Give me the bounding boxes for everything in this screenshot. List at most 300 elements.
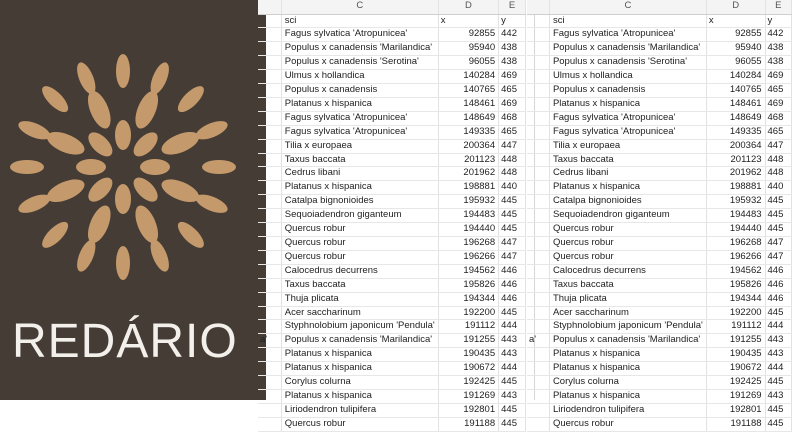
cell-sci[interactable]: Fagus sylvatica 'Atropunicea' [281, 28, 438, 42]
table-row [527, 153, 792, 167]
cell-sci[interactable]: Platanus x hispanica [549, 362, 706, 376]
cell-sci[interactable]: Catalpa bignonioides [549, 195, 706, 209]
cell-sci[interactable]: Taxus baccata [549, 278, 706, 292]
cell-x[interactable]: 195932 [438, 195, 498, 209]
cell-x[interactable]: 201962 [706, 167, 765, 181]
cell-sci[interactable]: Populus x canadensis 'Marilandica' [549, 334, 706, 348]
cell-y[interactable]: 438 [499, 56, 526, 70]
cell-sci[interactable]: Cedrus libani [281, 167, 438, 181]
header-cell-sci[interactable]: sci [281, 14, 438, 28]
cell-sci[interactable]: Quercus robur [281, 250, 438, 264]
cell-sci[interactable]: Platanus x hispanica [281, 389, 438, 403]
column-letter-e[interactable]: E [499, 0, 526, 14]
cell-x[interactable]: 195826 [706, 278, 765, 292]
cell-y[interactable]: 445 [765, 403, 791, 417]
cell-b[interactable] [527, 264, 549, 278]
cell-sci[interactable]: Platanus x hispanica [549, 181, 706, 195]
logo-petal [44, 127, 88, 159]
logo-petal [115, 120, 131, 150]
cell-y[interactable]: 447 [499, 139, 526, 153]
logo-petal [16, 191, 53, 217]
header-row [258, 14, 526, 28]
logo-petal [83, 202, 115, 246]
cell-y[interactable]: 469 [765, 70, 791, 84]
cell-y[interactable]: 446 [765, 278, 791, 292]
table-row [527, 70, 792, 84]
cell-x[interactable]: 194440 [706, 223, 765, 237]
table-row [527, 223, 792, 237]
cell-sci[interactable]: Fagus sylvatica 'Atropunicea' [549, 111, 706, 125]
cell-b[interactable] [258, 195, 281, 209]
cell-x[interactable]: 190672 [706, 362, 765, 376]
cell-x[interactable]: 95940 [706, 42, 765, 56]
cell-y[interactable]: 468 [499, 111, 526, 125]
cell-y[interactable]: 445 [765, 417, 791, 431]
cell-sci[interactable]: Fagus sylvatica 'Atropunicea' [281, 125, 438, 139]
cell-sci[interactable]: Styphnolobium japonicum 'Pendula' [281, 320, 438, 334]
table-row [527, 125, 792, 139]
cell-y[interactable]: 445 [765, 306, 791, 320]
cell-y[interactable]: 444 [765, 320, 791, 334]
table-row [527, 292, 792, 306]
cell-sci[interactable]: Platanus x hispanica [549, 97, 706, 111]
cell-b[interactable] [258, 153, 281, 167]
cell-y[interactable]: 445 [765, 223, 791, 237]
table-row [258, 125, 526, 139]
brand-name: REDÁRIO [12, 315, 238, 368]
table-row [258, 139, 526, 153]
cell-y[interactable]: 448 [499, 153, 526, 167]
table-row [258, 223, 526, 237]
table-row [258, 334, 526, 348]
table-row [527, 167, 792, 181]
cell-sci[interactable]: Platanus x hispanica [281, 97, 438, 111]
cell-x[interactable]: 191255 [706, 334, 765, 348]
cell-sci[interactable]: Quercus robur [281, 223, 438, 237]
cell-sci[interactable]: Quercus robur [549, 250, 706, 264]
logo-petal [116, 246, 130, 280]
column-letter-c[interactable]: C [281, 0, 438, 14]
cell-x[interactable]: 148461 [438, 97, 498, 111]
cell-sci[interactable]: Platanus x hispanica [281, 362, 438, 376]
cell-y[interactable]: 445 [499, 376, 526, 390]
cell-b[interactable] [258, 389, 281, 403]
cell-y[interactable]: 445 [499, 306, 526, 320]
header-row [527, 14, 792, 28]
cell-b[interactable] [258, 278, 281, 292]
cell-y[interactable]: 446 [499, 292, 526, 306]
cell-sci[interactable]: Taxus baccata [549, 153, 706, 167]
logo-petal [10, 160, 44, 174]
cell-x[interactable]: 192801 [438, 403, 498, 417]
logo-petal [147, 60, 173, 97]
cell-y[interactable]: 440 [765, 181, 791, 195]
cell-y[interactable]: 443 [499, 389, 526, 403]
cell-b[interactable] [527, 292, 549, 306]
cell-sci[interactable]: Quercus robur [281, 237, 438, 251]
column-letter-d[interactable]: D [438, 0, 498, 14]
cell-x[interactable]: 140765 [706, 84, 765, 98]
table-row [258, 84, 526, 98]
cell-y[interactable]: 440 [499, 181, 526, 195]
cell-b[interactable] [258, 111, 281, 125]
cell-x[interactable]: 191188 [706, 417, 765, 431]
cell-sci[interactable]: Ulmus x hollandica [549, 70, 706, 84]
cell-sci[interactable]: Liriodendron tulipifera [549, 403, 706, 417]
cell-x[interactable]: 192801 [706, 403, 765, 417]
data-table [258, 0, 526, 432]
cell-sci[interactable]: Taxus baccata [281, 278, 438, 292]
cell-b[interactable] [258, 125, 281, 139]
cell-b[interactable] [258, 181, 281, 195]
cell-x[interactable]: 194562 [438, 264, 498, 278]
table-row [258, 209, 526, 223]
logo-petal [202, 160, 236, 174]
cell-y[interactable]: 443 [499, 348, 526, 362]
cell-sci[interactable]: Populus x canadensis 'Marilandica' [281, 334, 438, 348]
cell-b[interactable] [527, 306, 549, 320]
cell-y[interactable]: 448 [765, 167, 791, 181]
cell-b[interactable] [527, 223, 549, 237]
cell-y[interactable]: 444 [499, 362, 526, 376]
cell-b[interactable] [527, 84, 549, 98]
cell-b[interactable] [527, 139, 549, 153]
cell-b[interactable] [527, 362, 549, 376]
cell-y[interactable]: 443 [765, 334, 791, 348]
cell-x[interactable]: 192200 [706, 306, 765, 320]
cell-x[interactable]: 195932 [706, 195, 765, 209]
table-row [258, 320, 526, 334]
logo-petal [44, 175, 88, 207]
cell-y[interactable]: 445 [499, 223, 526, 237]
cell-y[interactable]: 465 [765, 125, 791, 139]
cell-b[interactable] [258, 70, 281, 84]
cell-b[interactable] [527, 278, 549, 292]
cell-x[interactable]: 192425 [438, 376, 498, 390]
cell-x[interactable]: 194483 [706, 209, 765, 223]
cell-y[interactable]: 469 [765, 97, 791, 111]
cell-y[interactable]: 442 [765, 28, 791, 42]
cell-sci[interactable]: Populus x canadensis [281, 84, 438, 98]
table-row [258, 292, 526, 306]
cell-b[interactable] [527, 97, 549, 111]
cell-x[interactable]: 194440 [438, 223, 498, 237]
cell-sci[interactable]: Cedrus libani [549, 167, 706, 181]
logo-petal [115, 184, 131, 214]
header-cell-x[interactable]: x [438, 14, 498, 28]
cell-y[interactable]: 445 [499, 403, 526, 417]
cell-x[interactable]: 196266 [706, 250, 765, 264]
cell-x[interactable]: 149335 [706, 125, 765, 139]
table-row [527, 278, 792, 292]
cell-x[interactable]: 200364 [438, 139, 498, 153]
cell-y[interactable]: 447 [499, 237, 526, 251]
cell-b[interactable] [527, 417, 549, 431]
cell-y[interactable]: 445 [499, 195, 526, 209]
cell-b[interactable] [527, 237, 549, 251]
cell-sci[interactable]: Populus x canadensis [549, 84, 706, 98]
cell-x[interactable]: 198881 [706, 181, 765, 195]
table-row [527, 97, 792, 111]
table-row [527, 334, 792, 348]
cell-sci[interactable]: Platanus x hispanica [549, 348, 706, 362]
cell-b[interactable] [258, 28, 281, 42]
cell-sci[interactable]: Thuja plicata [549, 292, 706, 306]
cell-sci[interactable]: Sequoiadendron giganteum [281, 209, 438, 223]
table-row [527, 250, 792, 264]
cell-sci[interactable]: Quercus robur [549, 223, 706, 237]
header-cell-y[interactable]: y [499, 14, 526, 28]
cell-sci[interactable]: Fagus sylvatica 'Atropunicea' [549, 125, 706, 139]
logo-petal [174, 82, 208, 116]
cell-y[interactable]: 442 [499, 28, 526, 42]
cell-x[interactable]: 201962 [438, 167, 498, 181]
cell-sci[interactable]: Quercus robur [549, 417, 706, 431]
logo-petal [158, 127, 202, 159]
cell-sci[interactable]: Calocedrus decurrens [281, 264, 438, 278]
cell-x[interactable]: 201123 [438, 153, 498, 167]
column-letter-b[interactable] [258, 0, 281, 14]
cell-x[interactable]: 148461 [706, 97, 765, 111]
header-cell-x[interactable]: x [706, 14, 765, 28]
cell-y[interactable]: 444 [499, 320, 526, 334]
cell-x[interactable]: 192200 [438, 306, 498, 320]
table-row [527, 28, 792, 42]
logo-petal [16, 117, 53, 143]
cell-x[interactable]: 190435 [438, 348, 498, 362]
cell-y[interactable]: 446 [499, 278, 526, 292]
cell-b[interactable]: a' [527, 334, 549, 348]
cell-sci[interactable]: Platanus x hispanica [281, 181, 438, 195]
cell-sci[interactable]: Acer saccharinum [281, 306, 438, 320]
cell-y[interactable]: 444 [765, 362, 791, 376]
cell-x[interactable]: 195826 [438, 278, 498, 292]
cell-x[interactable]: 96055 [706, 56, 765, 70]
cell-y[interactable]: 447 [765, 250, 791, 264]
cell-y[interactable]: 447 [499, 250, 526, 264]
table-row [527, 403, 792, 417]
cell-y[interactable]: 438 [499, 42, 526, 56]
cell-y[interactable]: 446 [765, 292, 791, 306]
cell-sci[interactable]: Tilia x europaea [281, 139, 438, 153]
column-letter-d[interactable]: D [706, 0, 765, 14]
cell-x[interactable]: 191269 [706, 389, 765, 403]
cell-b[interactable] [258, 97, 281, 111]
cell-y[interactable]: 448 [765, 153, 791, 167]
cell-b[interactable] [258, 320, 281, 334]
cell-sci[interactable]: Tilia x europaea [549, 139, 706, 153]
cell-b[interactable] [258, 403, 281, 417]
cell-x[interactable]: 190435 [706, 348, 765, 362]
cell-b[interactable] [527, 320, 549, 334]
logo-petal [193, 117, 230, 143]
cell-sci[interactable]: Thuja plicata [281, 292, 438, 306]
logo-petal [129, 173, 162, 206]
cell-y[interactable]: 447 [765, 139, 791, 153]
cell-y[interactable]: 445 [499, 417, 526, 431]
cell-b[interactable] [527, 70, 549, 84]
cell-b[interactable] [258, 348, 281, 362]
cell-y[interactable]: 445 [499, 209, 526, 223]
cell-b[interactable] [258, 56, 281, 70]
spreadsheet-right[interactable] [529, 0, 800, 429]
cell-b[interactable] [258, 209, 281, 223]
cell-x[interactable]: 140284 [438, 70, 498, 84]
cell-x[interactable]: 148649 [438, 111, 498, 125]
cell-y[interactable]: 468 [765, 111, 791, 125]
cell-y[interactable]: 443 [765, 389, 791, 403]
cell-sci[interactable]: Styphnolobium japonicum 'Pendula' [549, 320, 706, 334]
cell-x[interactable]: 191255 [438, 334, 498, 348]
cell-y[interactable]: 465 [499, 125, 526, 139]
cell-sci[interactable]: Liriodendron tulipifera [281, 403, 438, 417]
data-table [527, 0, 792, 432]
cell-x[interactable]: 194344 [438, 292, 498, 306]
table-row [258, 181, 526, 195]
cell-x[interactable]: 196268 [706, 237, 765, 251]
cell-y[interactable]: 438 [765, 42, 791, 56]
cell-b[interactable] [258, 292, 281, 306]
cell-b[interactable] [527, 209, 549, 223]
cell-y[interactable]: 447 [765, 237, 791, 251]
cell-b[interactable] [258, 167, 281, 181]
column-letter-c[interactable]: C [549, 0, 706, 14]
cell-y[interactable]: 469 [499, 97, 526, 111]
cell-x[interactable]: 149335 [438, 125, 498, 139]
cell-b[interactable] [527, 376, 549, 390]
cell-b[interactable] [258, 264, 281, 278]
cell-x[interactable]: 92855 [438, 28, 498, 42]
cell-b[interactable] [527, 250, 549, 264]
cell-x[interactable]: 191112 [438, 320, 498, 334]
cell-b[interactable] [527, 167, 549, 181]
cell-b[interactable] [258, 237, 281, 251]
table-row [258, 237, 526, 251]
header-cell-b[interactable] [258, 14, 281, 28]
cell-b[interactable] [258, 376, 281, 390]
cell-y[interactable]: 443 [499, 334, 526, 348]
cell-b[interactable] [527, 195, 549, 209]
cell-x[interactable]: 200364 [706, 139, 765, 153]
cell-y[interactable]: 469 [499, 70, 526, 84]
cell-sci[interactable]: Populus x canadensis 'Serotina' [549, 56, 706, 70]
cell-y[interactable]: 465 [765, 84, 791, 98]
cell-sci[interactable]: Fagus sylvatica 'Atropunicea' [281, 111, 438, 125]
cell-y[interactable]: 443 [765, 348, 791, 362]
cell-sci[interactable]: Ulmus x hollandica [281, 70, 438, 84]
cell-sci[interactable]: Corylus colurna [549, 376, 706, 390]
cell-b[interactable] [527, 28, 549, 42]
header-cell-b[interactable] [527, 14, 549, 28]
cell-x[interactable]: 196268 [438, 237, 498, 251]
cell-sci[interactable]: Corylus colurna [281, 376, 438, 390]
logo-petal [38, 218, 72, 252]
cell-sci[interactable]: Quercus robur [281, 417, 438, 431]
cell-b[interactable] [258, 84, 281, 98]
cell-y[interactable]: 446 [765, 264, 791, 278]
cell-b[interactable] [527, 348, 549, 362]
cell-sci[interactable]: Sequoiadendron giganteum [549, 209, 706, 223]
cell-b[interactable] [527, 56, 549, 70]
cell-b[interactable] [527, 181, 549, 195]
cell-x[interactable]: 140765 [438, 84, 498, 98]
cell-b[interactable] [527, 42, 549, 56]
cell-y[interactable]: 445 [765, 209, 791, 223]
cell-b[interactable] [527, 403, 549, 417]
header-cell-y[interactable]: y [765, 14, 791, 28]
cell-sci[interactable]: Populus x canadensis 'Marilandica' [281, 42, 438, 56]
column-letter-e[interactable]: E [765, 0, 791, 14]
table-row [258, 348, 526, 362]
cell-sci[interactable]: Populus x canadensis 'Serotina' [281, 56, 438, 70]
cell-x[interactable]: 194483 [438, 209, 498, 223]
cell-b[interactable] [527, 111, 549, 125]
cell-y[interactable]: 465 [499, 84, 526, 98]
logo-petal [174, 218, 208, 252]
cell-x[interactable]: 190672 [438, 362, 498, 376]
cell-x[interactable]: 196266 [438, 250, 498, 264]
cell-x[interactable]: 191269 [438, 389, 498, 403]
cell-b[interactable] [258, 42, 281, 56]
cell-x[interactable]: 201123 [706, 153, 765, 167]
cell-b[interactable] [258, 139, 281, 153]
cell-b[interactable] [527, 153, 549, 167]
cell-y[interactable]: 446 [499, 264, 526, 278]
cell-x[interactable]: 192425 [706, 376, 765, 390]
cell-sci[interactable]: Taxus baccata [281, 153, 438, 167]
cell-x[interactable]: 198881 [438, 181, 498, 195]
cell-b[interactable] [258, 223, 281, 237]
cell-x[interactable]: 191112 [706, 320, 765, 334]
cell-y[interactable]: 438 [765, 56, 791, 70]
cell-b[interactable]: a' [258, 334, 281, 348]
cell-y[interactable]: 445 [765, 376, 791, 390]
cell-b[interactable] [258, 250, 281, 264]
cell-sci[interactable]: Platanus x hispanica [281, 348, 438, 362]
cell-x[interactable]: 148649 [706, 111, 765, 125]
column-letter-row [258, 0, 526, 14]
cell-y[interactable]: 445 [765, 195, 791, 209]
table-row [527, 111, 792, 125]
cell-b[interactable] [258, 306, 281, 320]
cell-x[interactable]: 194344 [706, 292, 765, 306]
cell-x[interactable]: 140284 [706, 70, 765, 84]
cell-x[interactable]: 95940 [438, 42, 498, 56]
cell-b[interactable] [527, 125, 549, 139]
cell-x[interactable]: 92855 [706, 28, 765, 42]
cell-sci[interactable]: Fagus sylvatica 'Atropunicea' [549, 28, 706, 42]
cell-y[interactable]: 448 [499, 167, 526, 181]
header-cell-sci[interactable]: sci [549, 14, 706, 28]
logo-petal [140, 159, 170, 175]
cell-x[interactable]: 191188 [438, 417, 498, 431]
cell-b[interactable] [527, 389, 549, 403]
cell-sci[interactable]: Calocedrus decurrens [549, 264, 706, 278]
cell-sci[interactable]: Populus x canadensis 'Marilandica' [549, 42, 706, 56]
cell-sci[interactable]: Quercus robur [549, 237, 706, 251]
cell-b[interactable] [258, 362, 281, 376]
spreadsheet-left[interactable] [260, 0, 534, 429]
cell-x[interactable]: 96055 [438, 56, 498, 70]
cell-x[interactable]: 194562 [706, 264, 765, 278]
cell-sci[interactable]: Catalpa bignonioides [281, 195, 438, 209]
table-row [258, 56, 526, 70]
cell-sci[interactable]: Acer saccharinum [549, 306, 706, 320]
cell-b[interactable] [258, 417, 281, 431]
logo-petal [193, 191, 230, 217]
cell-sci[interactable]: Platanus x hispanica [549, 389, 706, 403]
column-letter-b[interactable] [527, 0, 549, 14]
